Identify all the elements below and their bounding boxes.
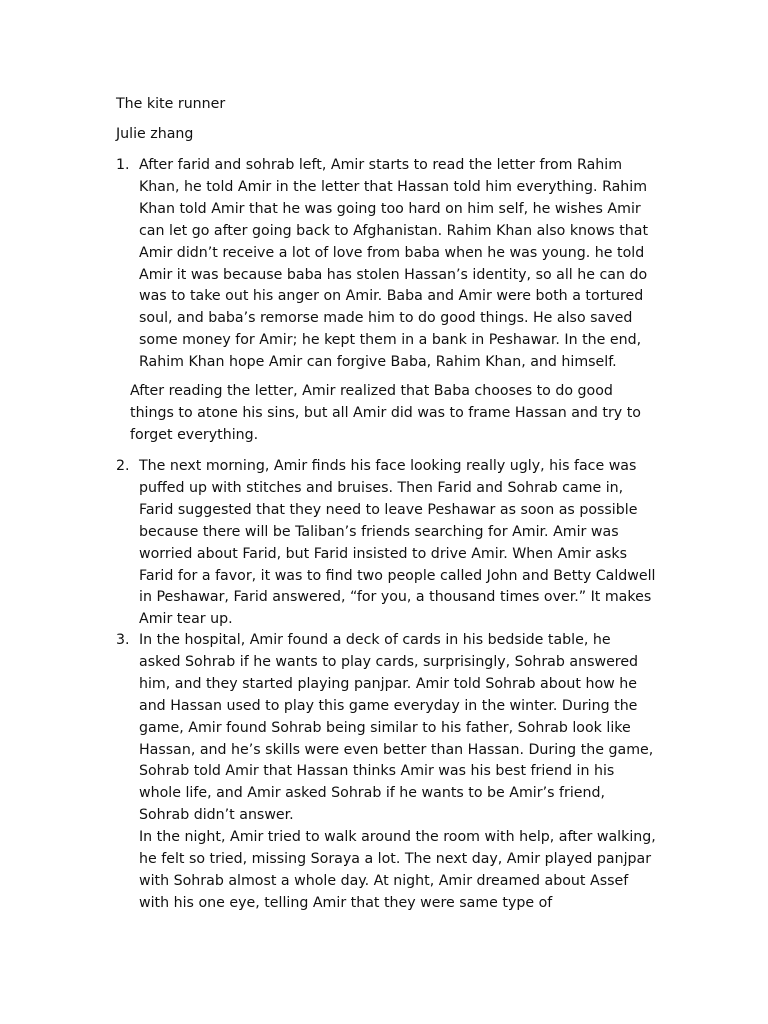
document-title: The kite runner [116, 96, 226, 112]
document-author: Julie zhang [116, 126, 194, 142]
list-item-body [139, 630, 656, 915]
list-item [116, 155, 656, 374]
list-item [116, 456, 656, 631]
paragraph-note: After reading the letter, Amir realized that Baba chooses to do good things to atone his sins, but all Amir did was to frame Hassan and try to forget everything. [130, 383, 641, 443]
list-item-body [139, 456, 656, 631]
paragraph: In the night, Amir tried to walk around the room with help, after walking, he felt so tried, missing Soraya a lot. The next day, Amir played panjpar with Sohrab almost a whole day. At night, Amir dreamed about Assef with his one eye, telling Amir that they were same type of [139, 829, 656, 911]
list-item-number: 1. [116, 157, 130, 173]
list-item [116, 630, 656, 915]
paragraph: The next morning, Amir finds his face looking really ugly, his face was puffed up with stitches and bruises. Then Farid and Sohrab came in, Farid suggested that they need to leave Peshawar as soon as possible because there will be Taliban’s friends searching for Amir. Amir was worried about Farid, but Farid insisted to drive Amir. When Amir asks Farid for a favor, it was to find two people called John and Betty Caldwell in Peshawar, Farid answered, “for you, a thousand times over.” It makes Amir tear up. [139, 458, 656, 628]
paragraph: After farid and sohrab left, Amir starts to read the letter from Rahim Khan, he told Amir in the letter that Hassan told him everything. Rahim Khan told Amir that he was going too hard on him self, he wishes Amir can let go after going back to Afghanistan. Rahim Khan also knows that Amir didn’t receive a lot of love from baba when he was young. he told Amir it was because baba has stolen Hassan’s identity, so all he can do was to take out his anger on Amir. Baba and Amir were both a tortured soul, and baba’s remorse made him to do good things. He also saved some money for Amir; he kept them in a bank in Peshawar. In the end, Rahim Khan hope Amir can forgive Baba, Rahim Khan, and himself. [139, 157, 649, 371]
paragraph: In the hospital, Amir found a deck of cards in his bedside table, he asked Sohrab if he wants to play cards, surprisingly, Sohrab answered him, and they started playing panjpar. Amir told Sohrab about how he and Hassan used to play this game everyday in the winter. During the game, Amir found Sohrab being similar to his father, Sohrab look like Hassan, and he’s skills were even better than Hassan. During the game, Sohrab told Amir that Hassan thinks Amir was his best friend in his whole life, and Amir asked Sohrab if he wants to be Amir’s friend, Sohrab didn’t answer. [139, 632, 654, 824]
list-item-number: 2. [116, 458, 130, 474]
list-item-number: 3. [116, 632, 130, 648]
list-item-body [139, 155, 656, 374]
